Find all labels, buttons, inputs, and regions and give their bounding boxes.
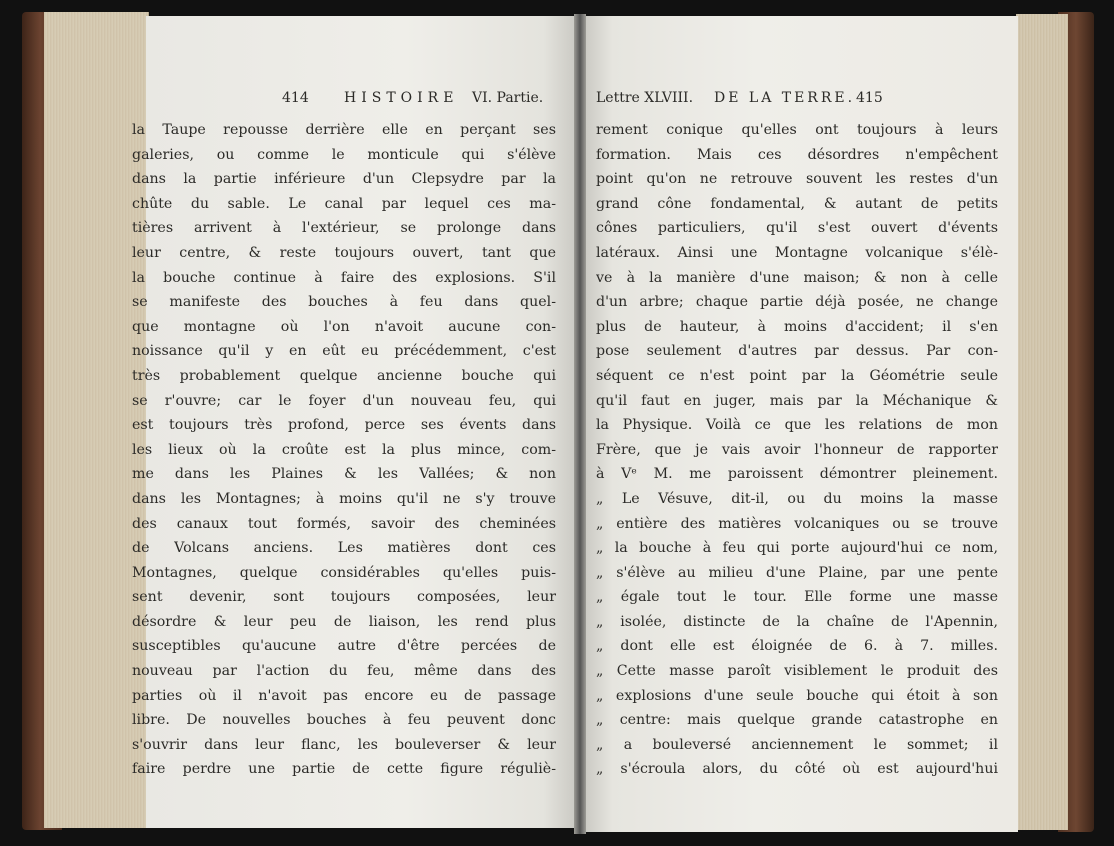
text-line: sent devenir, sont toujours composées, leur [132,589,556,606]
text-line: la Physique. Voilà ce que les relations de mon [596,417,998,434]
text-line: formation. Mais ces désordres n'empêchent [596,146,998,163]
text-line: la Taupe repousse derrière elle en perçant ses [132,122,556,138]
text-line: point qu'on ne retrouve souvent les restes d'un [596,171,998,188]
text-line: galeries, ou comme le monticule qui s'élève [132,146,556,163]
text-line: „ explosions d'une seule bouche qui étoit à son [596,687,998,704]
text-line: plus de hauteur, à moins d'accident; il s'en [596,318,998,335]
text-line: de Volcans anciens. Les matières dont ces [132,540,556,557]
text-line: d'un arbre; chaque partie déjà posée, ne change [596,294,998,311]
text-line: des canaux tout formés, savoir des cheminées [132,515,556,532]
left-page-header [282,90,567,112]
text-line: est toujours très profond, perce ses évents dans [132,417,556,434]
text-line: cônes particuliers, qu'il s'est ouvert d'évents [596,220,998,237]
right-page-header [596,90,998,112]
text-line: „ égale tout le tour. Elle forme une masse [596,589,998,606]
text-line: „ s'écroula alors, du côté où est aujourd'hui [596,761,998,778]
text-line: faire perdre une partie de cette figure réguliè- [132,761,556,778]
text-line: se r'ouvre; car le foyer d'un nouveau feu, qui [132,392,556,409]
text-line: me dans les Plaines & les Vallées; & non [132,466,556,483]
text-line: ve à la manière d'une maison; & non à celle [596,269,998,286]
text-line: séquent ce n'est point par la Géométrie seule [596,367,998,384]
right-letter-label: Lettre XLVIII. [596,90,694,106]
text-line: „ dont elle est éloignée de 6. à 7. milles. [596,638,998,655]
right-page-number: 415 [856,90,883,106]
text-line: que montagne où l'on n'avoit aucune con- [132,318,556,335]
text-line: Montagnes, quelque considérables qu'elles puis- [132,564,556,581]
left-page-text [132,118,556,782]
text-line: désordre & leur peu de liaison, les rend plus [132,613,556,630]
text-line: nouveau par l'action du feu, même dans des [132,663,556,680]
page-edges-right [1016,14,1068,830]
text-line: pose seulement d'autres par dessus. Par con- [596,343,998,360]
text-line: „ Cette masse paroît visiblement le produit des [596,663,998,680]
text-line: libre. De nouvelles bouches à feu peuvent donc [132,712,556,729]
text-line: „ a bouleversé anciennement le sommet; il [596,736,998,753]
right-running-title: DE LA TERRE. [714,90,856,106]
text-line: „ entière des matières volcaniques ou se trouve [596,515,998,532]
text-line: se manifeste des bouches à feu dans quel- [132,294,556,311]
text-line: dans les Montagnes; à moins qu'il ne s'y trouve [132,490,556,507]
left-page-number: 414 [282,90,309,106]
text-line: la bouche continue à faire des explosions. S'il [132,269,556,286]
text-line: noissance qu'il y en eût eu précédemment, c'est [132,343,556,360]
text-line: Frère, que je vais avoir l'honneur de rapporter [596,441,998,458]
text-line: grand cône fondamental, & autant de petits [596,195,998,212]
text-line: „ Le Vésuve, dit-il, ou du moins la masse [596,490,998,507]
text-line: chûte du sable. Le canal par lequel ces ma- [132,195,556,212]
text-line: qu'il faut en juger, mais par la Méchanique & [596,392,998,409]
left-part-label: VI. Partie. [472,90,544,106]
text-line: les lieux où la croûte est la plus mince, com- [132,441,556,458]
text-line: parties où il n'avoit pas encore eu de passage [132,687,556,704]
text-line: tières arrivent à l'extérieur, se prolonge dans [132,220,556,237]
text-line: à Vᵉ M. me paroissent démontrer pleinement. [596,466,998,483]
text-line: „ centre: mais quelque grande catastrophe en [596,712,998,729]
text-line: „ la bouche à feu qui porte aujourd'hui ce nom, [596,540,998,557]
text-line: très probablement quelque ancienne bouche qui [132,367,556,384]
text-line: rement conique qu'elles ont toujours à leurs [596,122,998,138]
book-gutter [574,14,586,834]
text-line: s'ouvrir dans leur flanc, les bouleverser & leur [132,736,556,753]
text-line: susceptibles qu'aucune autre d'être percées de [132,638,556,655]
text-line: dans la partie inférieure d'un Clepsydre par la [132,171,556,188]
text-line: leur centre, & reste toujours ouvert, tant que [132,244,556,261]
left-running-title: HISTOIRE [344,90,459,106]
right-page-text [596,118,998,782]
text-line: „ s'élève au milieu d'une Plaine, par une pente [596,564,998,581]
text-line: latéraux. Ainsi une Montagne volcanique s'élè- [596,244,998,261]
text-line: „ isolée, distincte de la chaîne de l'Apennin, [596,613,998,630]
